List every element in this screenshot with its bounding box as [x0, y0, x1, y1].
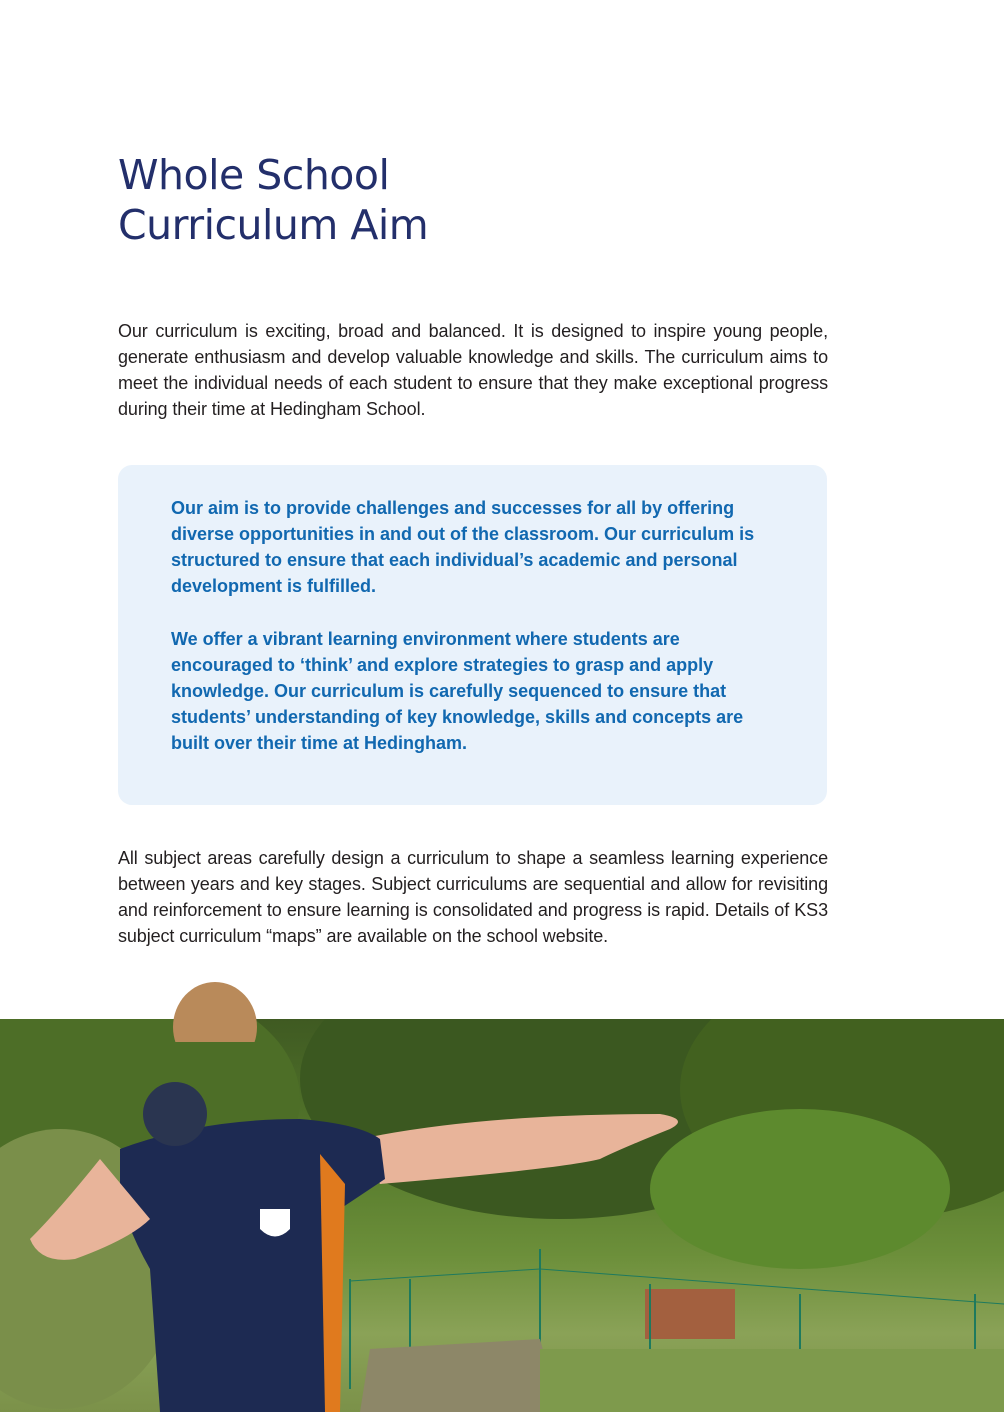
path: [360, 1339, 560, 1412]
shirt: [120, 1119, 385, 1412]
intro-paragraph: Our curriculum is exciting, broad and balanced. It is designed to inspire young people, generate enthusiasm and develop valuable knowledge and skills. The curriculum aims to meet the individual needs of each student to ensure that they make exceptional progress during their time at Hedingham School.: [118, 321, 828, 419]
page-title: [118, 150, 428, 250]
hair: [173, 982, 257, 1042]
shot-put-ball: [143, 1082, 207, 1146]
student-shot-put-photo: [0, 1019, 1004, 1412]
brick-wall: [645, 1289, 735, 1339]
bush-right: [650, 1109, 950, 1269]
photo-illustration: [0, 1019, 1004, 1412]
grass: [540, 1349, 1004, 1412]
callout-paragraph-2: We offer a vibrant learning environment where students are encouraged to ‘think’ and explore strategies to grasp and apply knowledge. Our curriculum is carefully sequenced to ensure that students’ understanding of key knowledge, skills and concepts are built over their time at Hedingham.: [171, 629, 744, 753]
outro-paragraph: All subject areas carefully design a curriculum to shape a seamless learning experience between years and key stages. Subject curriculums are sequential and allow for revisiting and reinforcement to ensure learning is consolidated and progress is rapid. Details of KS3 subject curriculum “maps” are available on the school website.: [118, 848, 828, 946]
page-title-line-2: Curriculum Aim: [118, 201, 429, 249]
page-title-line-1: Whole School: [118, 151, 390, 199]
callout-paragraph-1: Our aim is to provide challenges and successes for all by offering diverse opportunities in and out of the classroom. Our curriculum is structured to ensure that each individual’s academic and personal development is fulfilled.: [171, 498, 755, 596]
aim-callout-box: [118, 465, 827, 805]
student-head: [160, 982, 270, 1042]
school-crest-icon: [260, 1209, 290, 1237]
